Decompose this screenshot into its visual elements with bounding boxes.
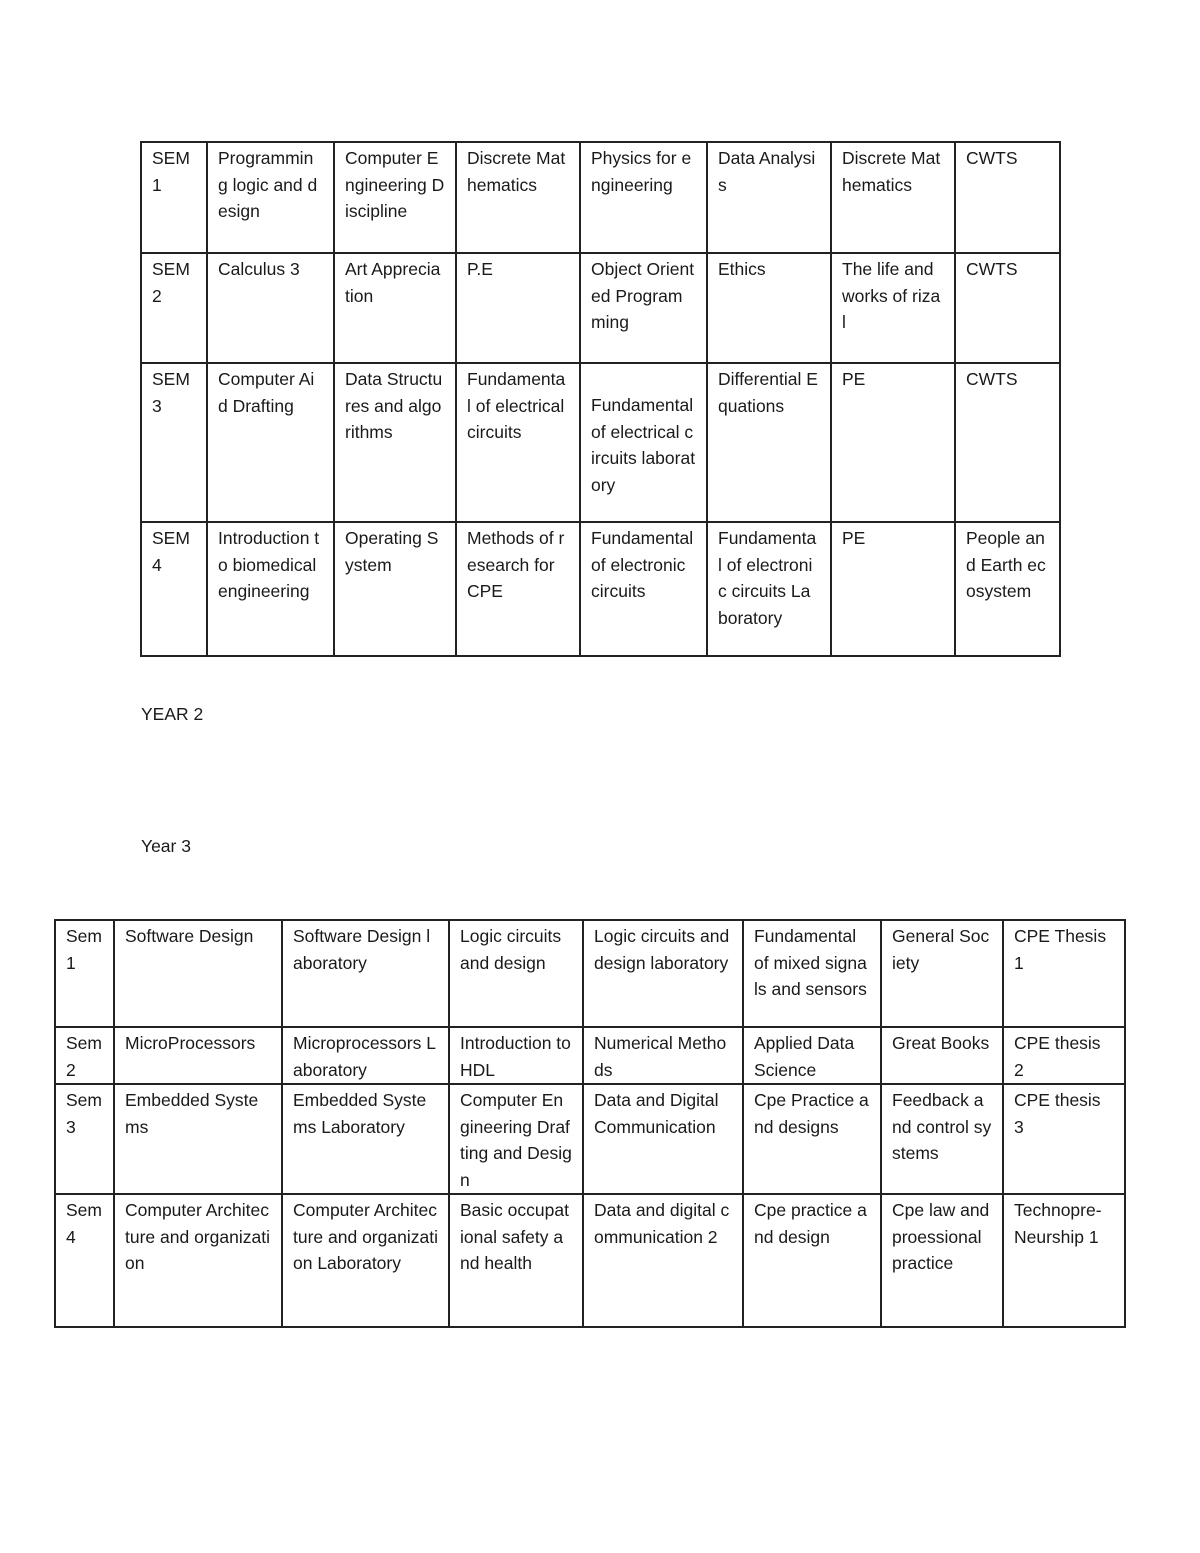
table-row [55, 1027, 1125, 1084]
course-cell: CWTS [955, 363, 1060, 522]
course-cell: CPE thesis 2 [1003, 1027, 1125, 1084]
course-cell: Fundamental of mixed signals and sensors [743, 920, 881, 1027]
semester-label: SEM 1 [141, 142, 207, 253]
course-cell: Cpe law and proessional practice [881, 1194, 1003, 1327]
year2-heading: YEAR 2 [141, 704, 204, 724]
table-row [141, 142, 1060, 253]
course-cell: Fundamental of electronic circuits [580, 522, 707, 656]
semester-label: SEM 2 [141, 253, 207, 363]
course-cell: Computer Engineering Drafting and Design [449, 1084, 583, 1194]
course-cell: People and Earth ecosystem [955, 522, 1060, 656]
course-cell: Discrete Mathematics [456, 142, 580, 253]
course-cell: General Society [881, 920, 1003, 1027]
semester-label: Sem 3 [55, 1084, 114, 1194]
course-cell: Numerical Methods [583, 1027, 743, 1084]
course-cell: Differential Equations [707, 363, 831, 522]
semester-label: Sem 4 [55, 1194, 114, 1327]
course-cell: Software Design laboratory [282, 920, 449, 1027]
course-cell: Fundamental of electronic circuits Laboratory [707, 522, 831, 656]
course-cell: Calculus 3 [207, 253, 334, 363]
course-cell: Logic circuits and design laboratory [583, 920, 743, 1027]
course-cell: The life and works of rizal [831, 253, 955, 363]
table-row [141, 363, 1060, 522]
course-cell: Fundamental of electrical circuits [456, 363, 580, 522]
course-cell: CWTS [955, 142, 1060, 253]
table-row [55, 1084, 1125, 1194]
table-row [55, 920, 1125, 1027]
course-cell: Cpe practice and design [743, 1194, 881, 1327]
course-cell: Data and Digital Communication [583, 1084, 743, 1194]
course-cell: Ethics [707, 253, 831, 363]
course-cell: MicroProcessors [114, 1027, 282, 1084]
course-cell: Logic circuits and design [449, 920, 583, 1027]
course-cell: Great Books [881, 1027, 1003, 1084]
semester-label: SEM 3 [141, 363, 207, 522]
table-row [141, 253, 1060, 363]
course-cell: Computer Architecture and organization Laboratory [282, 1194, 449, 1327]
course-cell: Cpe Practice and designs [743, 1084, 881, 1194]
course-cell: Physics for engineering [580, 142, 707, 253]
course-cell: Software Design [114, 920, 282, 1027]
course-cell: CPE thesis 3 [1003, 1084, 1125, 1194]
course-cell: Data and digital communication 2 [583, 1194, 743, 1327]
course-cell: Introduction to biomedical engineering [207, 522, 334, 656]
course-cell: Methods of research for CPE [456, 522, 580, 656]
course-cell: Art Appreciation [334, 253, 456, 363]
course-cell: Computer Architecture and organization [114, 1194, 282, 1327]
course-cell: Operating System [334, 522, 456, 656]
year3-curriculum-table [54, 919, 1126, 1328]
course-cell: Microprocessors Laboratory [282, 1027, 449, 1084]
course-cell: CPE Thesis 1 [1003, 920, 1125, 1027]
year1-curriculum-table [140, 141, 1061, 657]
table-row [141, 522, 1060, 656]
course-cell: Data Structures and algorithms [334, 363, 456, 522]
course-cell: PE [831, 522, 955, 656]
course-cell: Fundamental of electrical circuits laboratory [580, 363, 707, 522]
semester-label: Sem 2 [55, 1027, 114, 1084]
course-cell: Discrete Mathematics [831, 142, 955, 253]
year3-heading: Year 3 [141, 836, 191, 856]
course-cell: PE [831, 363, 955, 522]
table-row [55, 1194, 1125, 1327]
course-cell: Computer Aid Drafting [207, 363, 334, 522]
semester-label: Sem 1 [55, 920, 114, 1027]
course-cell: Programming logic and design [207, 142, 334, 253]
semester-label: SEM 4 [141, 522, 207, 656]
course-cell: CWTS [955, 253, 1060, 363]
course-cell: Data Analysis [707, 142, 831, 253]
course-cell: Applied Data Science [743, 1027, 881, 1084]
course-cell: Basic occupational safety and health [449, 1194, 583, 1327]
course-cell: P.E [456, 253, 580, 363]
course-cell: Feedback and control systems [881, 1084, 1003, 1194]
course-cell: Computer Engineering Discipline [334, 142, 456, 253]
course-cell: Embedded Systems Laboratory [282, 1084, 449, 1194]
course-cell: Embedded Systems [114, 1084, 282, 1194]
course-cell: Introduction to HDL [449, 1027, 583, 1084]
course-cell: Technopre-Neurship 1 [1003, 1194, 1125, 1327]
course-cell: Object Oriented Programming [580, 253, 707, 363]
